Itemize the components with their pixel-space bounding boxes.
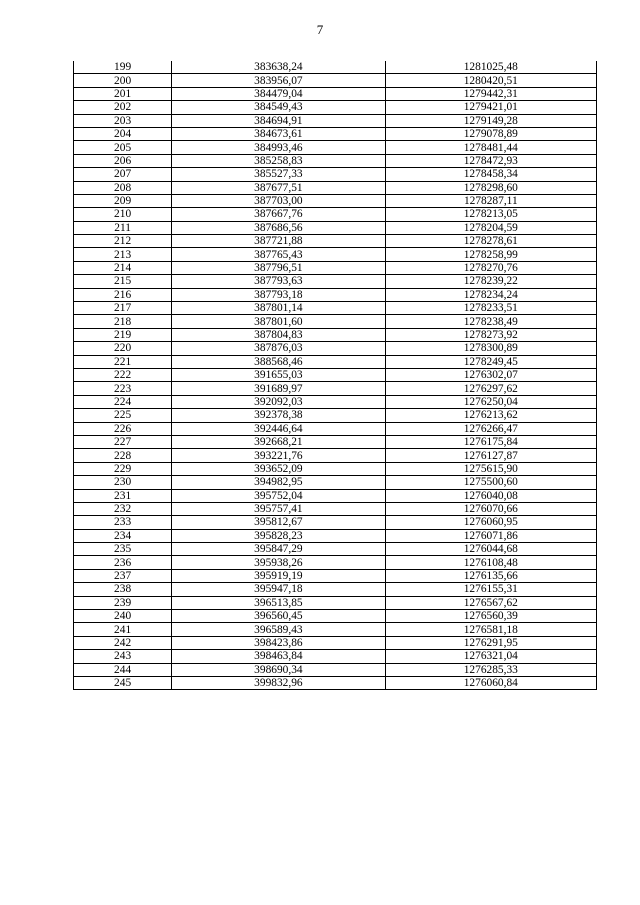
y-coordinate-cell: 1278249,45: [385, 355, 596, 368]
y-coordinate-cell: 1276060,84: [385, 676, 596, 689]
point-number-cell: 230: [74, 476, 172, 489]
point-number-cell: 217: [74, 302, 172, 315]
y-coordinate-cell: 1279149,28: [385, 114, 596, 127]
table-row: [74, 87, 597, 100]
point-number-cell: 200: [74, 74, 172, 87]
table-row: [74, 154, 597, 167]
point-number-cell: 228: [74, 449, 172, 462]
x-coordinate-cell: 391689,97: [172, 382, 385, 395]
table-row: [74, 650, 597, 663]
table-row: [74, 529, 597, 542]
y-coordinate-cell: 1278238,49: [385, 315, 596, 328]
point-number-cell: 226: [74, 422, 172, 435]
point-number-cell: 215: [74, 275, 172, 288]
x-coordinate-cell: 387876,03: [172, 342, 385, 355]
point-number-cell: 242: [74, 636, 172, 649]
point-number-cell: 199: [74, 61, 172, 74]
table-row: [74, 516, 597, 529]
y-coordinate-cell: 1278213,05: [385, 208, 596, 221]
point-number-cell: 238: [74, 583, 172, 596]
x-coordinate-cell: 387677,51: [172, 181, 385, 194]
x-coordinate-cell: 387801,14: [172, 302, 385, 315]
point-number-cell: 245: [74, 676, 172, 689]
x-coordinate-cell: 392668,21: [172, 435, 385, 448]
x-coordinate-cell: 392378,38: [172, 409, 385, 422]
x-coordinate-cell: 387804,83: [172, 328, 385, 341]
table-row: [74, 342, 597, 355]
table-row: [74, 141, 597, 154]
point-number-cell: 235: [74, 543, 172, 556]
y-coordinate-cell: 1276108,48: [385, 556, 596, 569]
y-coordinate-cell: 1276175,84: [385, 435, 596, 448]
y-coordinate-cell: 1275500,60: [385, 476, 596, 489]
table-row: [74, 409, 597, 422]
y-coordinate-cell: 1276071,86: [385, 529, 596, 542]
x-coordinate-cell: 391655,03: [172, 368, 385, 381]
table-row: [74, 181, 597, 194]
y-coordinate-cell: 1278258,99: [385, 248, 596, 261]
point-number-cell: 244: [74, 663, 172, 676]
point-number-cell: 232: [74, 502, 172, 515]
point-number-cell: 220: [74, 342, 172, 355]
table-row: [74, 623, 597, 636]
y-coordinate-cell: 1278481,44: [385, 141, 596, 154]
x-coordinate-cell: 393652,09: [172, 462, 385, 475]
point-number-cell: 208: [74, 181, 172, 194]
point-number-cell: 239: [74, 596, 172, 609]
x-coordinate-cell: 392092,03: [172, 395, 385, 408]
x-coordinate-cell: 392446,64: [172, 422, 385, 435]
x-coordinate-cell: 398423,86: [172, 636, 385, 649]
point-number-cell: 241: [74, 623, 172, 636]
x-coordinate-cell: 395828,23: [172, 529, 385, 542]
table-row: [74, 422, 597, 435]
y-coordinate-cell: 1276560,39: [385, 610, 596, 623]
x-coordinate-cell: 395947,18: [172, 583, 385, 596]
table-row: [74, 127, 597, 140]
coordinates-table-body: [74, 61, 597, 690]
table-row: [74, 194, 597, 207]
table-row: [74, 275, 597, 288]
x-coordinate-cell: 395812,67: [172, 516, 385, 529]
x-coordinate-cell: 388568,46: [172, 355, 385, 368]
point-number-cell: 223: [74, 382, 172, 395]
point-number-cell: 210: [74, 208, 172, 221]
x-coordinate-cell: 395919,19: [172, 569, 385, 582]
x-coordinate-cell: 387765,43: [172, 248, 385, 261]
x-coordinate-cell: 387703,00: [172, 194, 385, 207]
x-coordinate-cell: 395847,29: [172, 543, 385, 556]
table-row: [74, 569, 597, 582]
point-number-cell: 202: [74, 101, 172, 114]
point-number-cell: 222: [74, 368, 172, 381]
table-row: [74, 676, 597, 689]
x-coordinate-cell: 398463,84: [172, 650, 385, 663]
point-number-cell: 204: [74, 127, 172, 140]
point-number-cell: 209: [74, 194, 172, 207]
x-coordinate-cell: 384993,46: [172, 141, 385, 154]
y-coordinate-cell: 1278273,92: [385, 328, 596, 341]
x-coordinate-cell: 387801,60: [172, 315, 385, 328]
y-coordinate-cell: 1276127,87: [385, 449, 596, 462]
table-row: [74, 583, 597, 596]
y-coordinate-cell: 1279442,31: [385, 87, 596, 100]
point-number-cell: 236: [74, 556, 172, 569]
y-coordinate-cell: 1278278,61: [385, 235, 596, 248]
table-row: [74, 610, 597, 623]
table-row: [74, 543, 597, 556]
table-row: [74, 556, 597, 569]
y-coordinate-cell: 1278472,93: [385, 154, 596, 167]
x-coordinate-cell: 395938,26: [172, 556, 385, 569]
point-number-cell: 240: [74, 610, 172, 623]
point-number-cell: 224: [74, 395, 172, 408]
y-coordinate-cell: 1276567,62: [385, 596, 596, 609]
y-coordinate-cell: 1279078,89: [385, 127, 596, 140]
y-coordinate-cell: 1278287,11: [385, 194, 596, 207]
point-number-cell: 212: [74, 235, 172, 248]
point-number-cell: 205: [74, 141, 172, 154]
x-coordinate-cell: 398690,34: [172, 663, 385, 676]
y-coordinate-cell: 1279421,01: [385, 101, 596, 114]
x-coordinate-cell: 399832,96: [172, 676, 385, 689]
y-coordinate-cell: 1276297,62: [385, 382, 596, 395]
x-coordinate-cell: 385527,33: [172, 168, 385, 181]
table-row: [74, 476, 597, 489]
x-coordinate-cell: 393221,76: [172, 449, 385, 462]
x-coordinate-cell: 387793,18: [172, 288, 385, 301]
point-number-cell: 233: [74, 516, 172, 529]
x-coordinate-cell: 384694,91: [172, 114, 385, 127]
y-coordinate-cell: 1280420,51: [385, 74, 596, 87]
table-row: [74, 328, 597, 341]
point-number-cell: 225: [74, 409, 172, 422]
x-coordinate-cell: 387686,56: [172, 221, 385, 234]
y-coordinate-cell: 1278300,89: [385, 342, 596, 355]
y-coordinate-cell: 1278234,24: [385, 288, 596, 301]
table-row: [74, 462, 597, 475]
point-number-cell: 213: [74, 248, 172, 261]
table-row: [74, 382, 597, 395]
table-row: [74, 449, 597, 462]
y-coordinate-cell: 1276135,66: [385, 569, 596, 582]
y-coordinate-cell: 1278239,22: [385, 275, 596, 288]
table-row: [74, 302, 597, 315]
point-number-cell: 203: [74, 114, 172, 127]
table-row: [74, 235, 597, 248]
x-coordinate-cell: 396513,85: [172, 596, 385, 609]
x-coordinate-cell: 384549,43: [172, 101, 385, 114]
point-number-cell: 211: [74, 221, 172, 234]
x-coordinate-cell: 395757,41: [172, 502, 385, 515]
y-coordinate-cell: 1276155,31: [385, 583, 596, 596]
table-row: [74, 221, 597, 234]
point-number-cell: 229: [74, 462, 172, 475]
y-coordinate-cell: 1278204,59: [385, 221, 596, 234]
table-row: [74, 168, 597, 181]
x-coordinate-cell: 387667,76: [172, 208, 385, 221]
table-row: [74, 435, 597, 448]
table-row: [74, 502, 597, 515]
coordinates-table: [73, 61, 597, 690]
y-coordinate-cell: 1278270,76: [385, 261, 596, 274]
y-coordinate-cell: 1275615,90: [385, 462, 596, 475]
table-row: [74, 261, 597, 274]
y-coordinate-cell: 1278298,60: [385, 181, 596, 194]
x-coordinate-cell: 387796,51: [172, 261, 385, 274]
y-coordinate-cell: 1276070,66: [385, 502, 596, 515]
table-row: [74, 596, 597, 609]
x-coordinate-cell: 385258,83: [172, 154, 385, 167]
x-coordinate-cell: 383638,24: [172, 61, 385, 74]
table-row: [74, 61, 597, 74]
point-number-cell: 231: [74, 489, 172, 502]
y-coordinate-cell: 1278458,34: [385, 168, 596, 181]
y-coordinate-cell: 1276302,07: [385, 368, 596, 381]
table-row: [74, 248, 597, 261]
page-number: 7: [316, 22, 324, 37]
y-coordinate-cell: 1276060,95: [385, 516, 596, 529]
table-row: [74, 315, 597, 328]
table-row: [74, 74, 597, 87]
y-coordinate-cell: 1276266,47: [385, 422, 596, 435]
y-coordinate-cell: 1276581,18: [385, 623, 596, 636]
table-row: [74, 114, 597, 127]
table-row: [74, 489, 597, 502]
point-number-cell: 216: [74, 288, 172, 301]
y-coordinate-cell: 1276291,95: [385, 636, 596, 649]
point-number-cell: 234: [74, 529, 172, 542]
x-coordinate-cell: 387721,88: [172, 235, 385, 248]
x-coordinate-cell: 384673,61: [172, 127, 385, 140]
x-coordinate-cell: 396589,43: [172, 623, 385, 636]
point-number-cell: 214: [74, 261, 172, 274]
x-coordinate-cell: 395752,04: [172, 489, 385, 502]
x-coordinate-cell: 396560,45: [172, 610, 385, 623]
x-coordinate-cell: 394982,95: [172, 476, 385, 489]
table-row: [74, 395, 597, 408]
y-coordinate-cell: 1278233,51: [385, 302, 596, 315]
x-coordinate-cell: 383956,07: [172, 74, 385, 87]
table-row: [74, 288, 597, 301]
x-coordinate-cell: 387793,63: [172, 275, 385, 288]
y-coordinate-cell: 1276321,04: [385, 650, 596, 663]
table-row: [74, 636, 597, 649]
y-coordinate-cell: 1276040,08: [385, 489, 596, 502]
y-coordinate-cell: 1276044,68: [385, 543, 596, 556]
point-number-cell: 219: [74, 328, 172, 341]
table-row: [74, 368, 597, 381]
point-number-cell: 221: [74, 355, 172, 368]
table-row: [74, 663, 597, 676]
y-coordinate-cell: 1276250,04: [385, 395, 596, 408]
y-coordinate-cell: 1281025,48: [385, 61, 596, 74]
point-number-cell: 237: [74, 569, 172, 582]
table-row: [74, 355, 597, 368]
point-number-cell: 243: [74, 650, 172, 663]
point-number-cell: 218: [74, 315, 172, 328]
point-number-cell: 207: [74, 168, 172, 181]
table-row: [74, 208, 597, 221]
point-number-cell: 201: [74, 87, 172, 100]
x-coordinate-cell: 384479,04: [172, 87, 385, 100]
point-number-cell: 206: [74, 154, 172, 167]
y-coordinate-cell: 1276213,62: [385, 409, 596, 422]
y-coordinate-cell: 1276285,33: [385, 663, 596, 676]
point-number-cell: 227: [74, 435, 172, 448]
table-row: [74, 101, 597, 114]
